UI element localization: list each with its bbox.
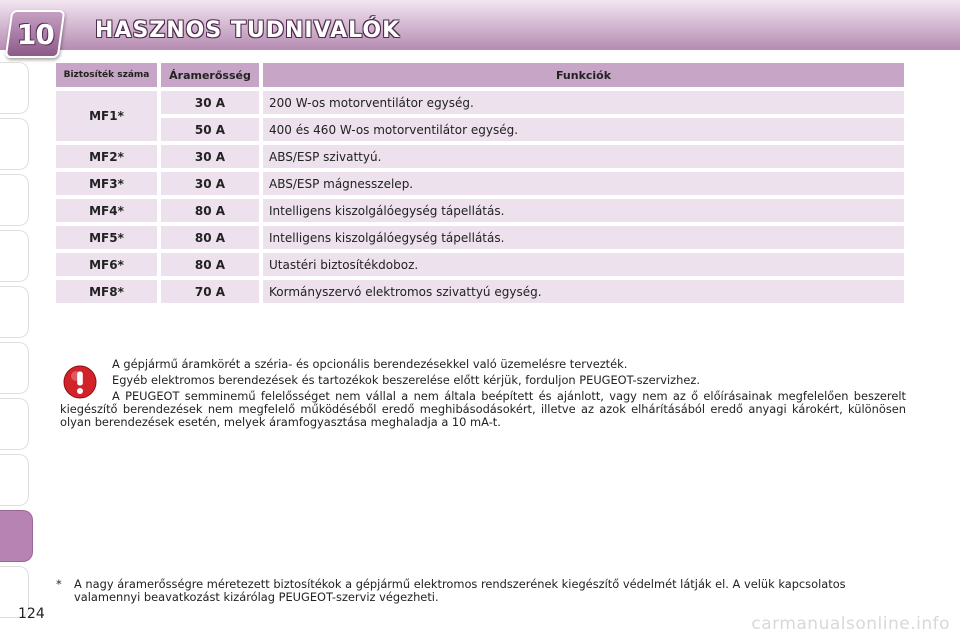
function: Kormányszervó elektromos szivattyú egység. <box>263 280 904 303</box>
table-row <box>56 199 904 222</box>
function: Intelligens kiszolgálóegység tápellátás. <box>263 199 904 222</box>
page-header <box>0 0 960 50</box>
amperage: 30 A <box>161 145 259 168</box>
fuse-number: MF3* <box>56 172 157 195</box>
table-row <box>56 172 904 195</box>
header-functions: Funkciók <box>263 63 904 87</box>
chapter-tabs <box>0 62 34 622</box>
warning-paragraph: Egyéb elektromos berendezések és tartozékok beszerelése előtt kérjük, forduljon PEUGEOT-szervizhez. <box>112 373 700 387</box>
warning-paragraph: A gépjármű áramkörét a széria- és opcionális berendezésekkel való üzemelésre tervezték. <box>112 357 628 371</box>
amperage: 30 A <box>161 172 259 195</box>
function: ABS/ESP szivattyú. <box>263 145 904 168</box>
chapter-tab-4[interactable] <box>0 230 29 282</box>
header-amperage: Áramerősség <box>161 63 259 87</box>
chapter-tab-1[interactable] <box>0 62 29 114</box>
chapter-tab-2[interactable] <box>0 118 29 170</box>
page-title: HASZNOS TUDNIVALÓK <box>95 18 401 43</box>
table-row <box>161 118 904 141</box>
table-row <box>161 91 904 114</box>
amperage: 80 A <box>161 199 259 222</box>
function: 200 W-os motorventilátor egység. <box>263 91 904 114</box>
amperage: 30 A <box>161 91 259 114</box>
function: ABS/ESP mágnesszelep. <box>263 172 904 195</box>
amperage: 50 A <box>161 118 259 141</box>
table-row <box>56 145 904 168</box>
fuse-number: MF8* <box>56 280 157 303</box>
chapter-badge <box>5 10 66 58</box>
watermark: carmanualsonline.info <box>751 614 950 634</box>
warning-paragraph: A PEUGEOT semminemű felelősséget nem vállal a nem általa beépített és ajánlott, vagy nem az ő előírásainak megfelelően beszerelt kiegészítő berendezések nem megfelelő működéséből eredő meghibásodásokért, illetve az azok elhárításából eredő anyagi károkért, különösen olyan berendezések esetén, melyek áramfogyasztása meghaladja a 10 mA-t. <box>60 389 906 429</box>
fuse-number: MF1* <box>56 91 157 141</box>
fuse-table <box>56 63 904 307</box>
table-header-row <box>56 63 904 87</box>
page-number: 124 <box>18 606 45 622</box>
fuse-number: MF4* <box>56 199 157 222</box>
header-fuse-number: Biztosíték száma <box>56 63 157 87</box>
footnote-text: A nagy áramerősségre méretezett biztosítékok a gépjármű elektromos rendszerének kiegészítő védelmét látják el. A velük kapcsolatos valamennyi beavatkozást kizárólag PEUGEOT-szerviz végezheti. <box>74 577 846 604</box>
table-row <box>56 253 904 276</box>
chapter-number: 10 <box>16 17 54 51</box>
chapter-tab-8[interactable] <box>0 454 29 506</box>
function: Utastéri biztosítékdoboz. <box>263 253 904 276</box>
fuse-number: MF2* <box>56 145 157 168</box>
footnote-mark: * <box>56 577 62 591</box>
amperage: 80 A <box>161 253 259 276</box>
chapter-tab-5[interactable] <box>0 286 29 338</box>
chapter-tab-active[interactable] <box>0 510 33 562</box>
function: Intelligens kiszolgálóegység tápellátás. <box>263 226 904 249</box>
chapter-tab-3[interactable] <box>0 174 29 226</box>
chapter-tab-6[interactable] <box>0 342 29 394</box>
table-row <box>56 280 904 303</box>
amperage: 70 A <box>161 280 259 303</box>
chapter-tab-7[interactable] <box>0 398 29 450</box>
table-row <box>56 226 904 249</box>
warning-text <box>60 358 906 432</box>
fuse-number: MF6* <box>56 253 157 276</box>
function: 400 és 460 W-os motorventilátor egység. <box>263 118 904 141</box>
footnote <box>56 578 906 604</box>
fuse-number: MF5* <box>56 226 157 249</box>
amperage: 80 A <box>161 226 259 249</box>
table-row-group <box>56 91 904 141</box>
